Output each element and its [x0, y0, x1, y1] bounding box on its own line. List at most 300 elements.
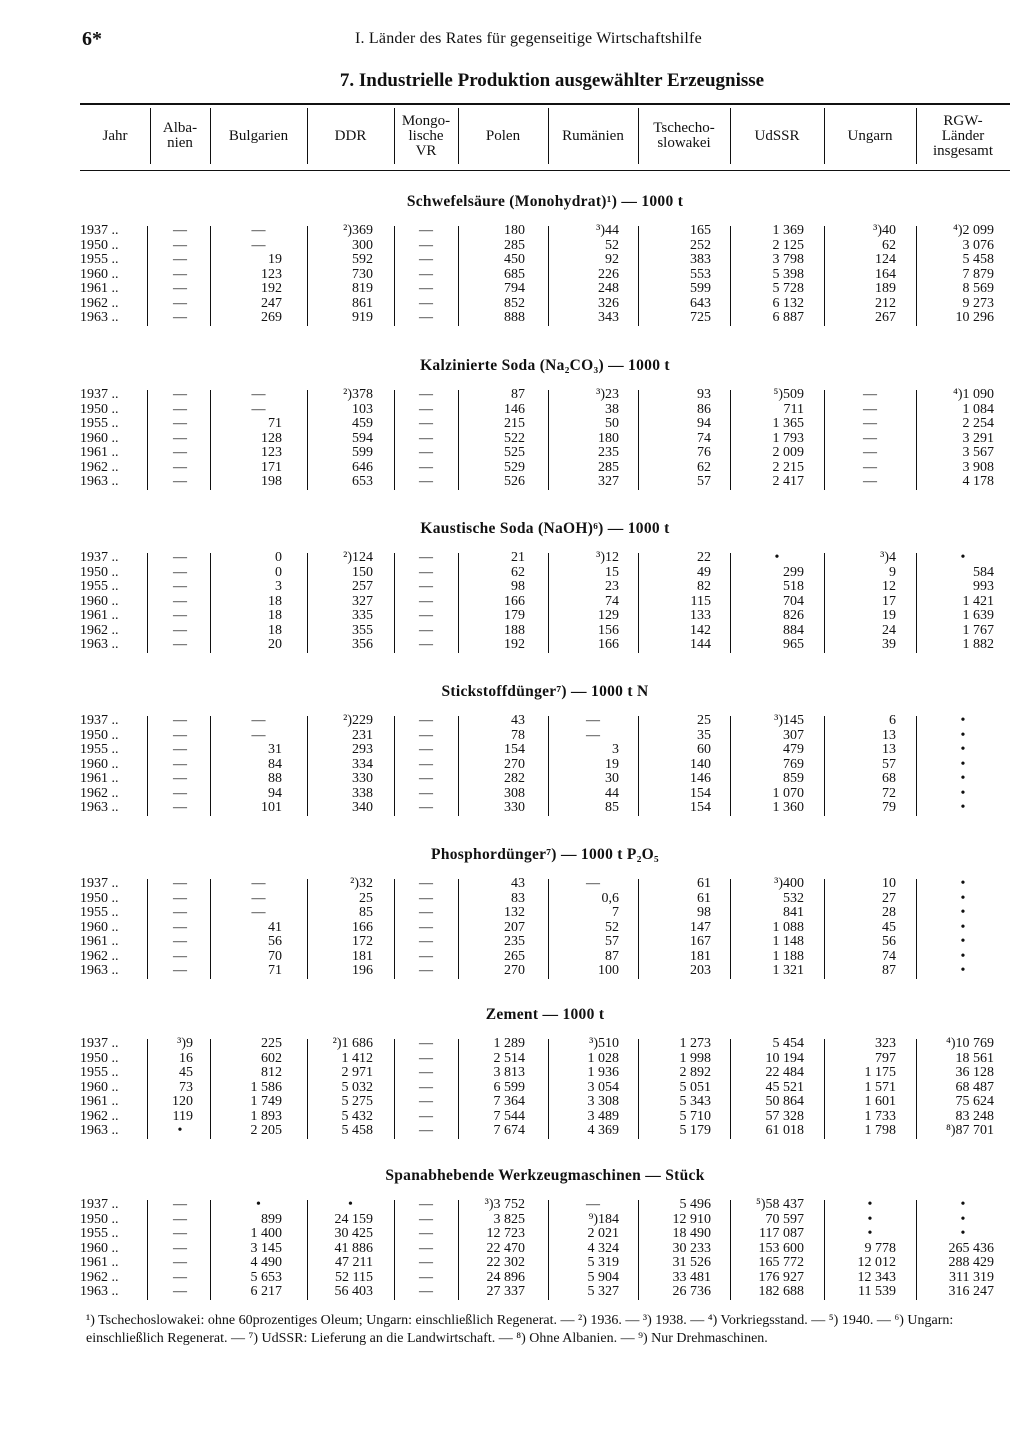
value-cell: —	[251, 727, 266, 743]
header-column-divider	[210, 108, 211, 164]
value-cell: 166	[504, 593, 525, 609]
value-cell: 3 076	[962, 237, 994, 253]
value-cell: 19	[605, 756, 619, 772]
value-cell: 62	[511, 564, 525, 580]
value-cell: 19	[882, 608, 896, 623]
value-cell: 2 417	[772, 474, 804, 489]
value-cell: —	[419, 550, 433, 565]
table-row	[80, 1271, 1010, 1286]
value-cell: 45	[882, 919, 896, 935]
value-cell: 12 012	[857, 1255, 896, 1270]
value-cell: 3 567	[962, 445, 994, 460]
value-cell: 5 653	[250, 1269, 282, 1285]
table-row	[80, 282, 1010, 297]
value-cell: 356	[352, 637, 373, 652]
table-row	[80, 921, 1010, 936]
value-cell: —	[173, 727, 187, 743]
value-cell: —	[173, 785, 187, 801]
year-cell: 1950 ..	[80, 1050, 119, 1066]
value-cell: •	[960, 890, 966, 906]
year-cell: 1955 ..	[80, 252, 119, 267]
value-cell: 1 365	[772, 416, 804, 431]
header-column-divider	[730, 108, 731, 164]
value-cell: 1 088	[772, 919, 804, 935]
value-cell: 5 032	[341, 1079, 373, 1095]
table-row	[80, 461, 1010, 476]
value-cell: 45 521	[765, 1079, 804, 1095]
value-cell: 154	[504, 742, 525, 757]
year-cell: 1960 ..	[80, 1079, 119, 1095]
value-cell: 311 319	[949, 1269, 994, 1285]
value-cell: —	[419, 1108, 433, 1124]
value-cell: 18	[268, 622, 282, 638]
value-cell: 45	[179, 1065, 193, 1080]
value-cell: 330	[504, 800, 525, 815]
year-cell: 1950 ..	[80, 401, 119, 417]
value-cell: —	[173, 564, 187, 580]
value-cell: —	[173, 905, 187, 920]
year-cell: 1963 ..	[80, 474, 119, 489]
value-cell: 13	[882, 742, 896, 757]
value-cell: —	[419, 919, 433, 935]
value-cell: 87	[511, 387, 525, 402]
value-cell: 1 893	[250, 1108, 282, 1124]
value-cell: ³)23	[596, 387, 619, 402]
value-cell: 17	[882, 593, 896, 609]
value-cell: 3 308	[587, 1094, 619, 1109]
table-row	[80, 475, 1010, 490]
value-cell: 56 403	[334, 1284, 373, 1299]
value-cell: —	[173, 445, 187, 460]
value-cell: 267	[875, 310, 896, 325]
value-cell: 711	[783, 401, 804, 417]
value-cell: —	[173, 430, 187, 446]
value-cell: 265 436	[948, 1240, 994, 1256]
value-cell: 5 398	[772, 266, 804, 282]
value-cell: —	[586, 727, 600, 743]
table-row	[80, 964, 1010, 979]
year-cell: 1955 ..	[80, 905, 119, 920]
column-header: Jahr	[102, 127, 128, 144]
value-cell: ³)44	[596, 223, 619, 238]
value-cell: 884	[783, 622, 804, 638]
value-cell: 146	[690, 771, 711, 786]
value-cell: 124	[875, 252, 896, 267]
value-cell: —	[173, 963, 187, 978]
value-cell: 1 601	[864, 1094, 896, 1109]
year-cell: 1961 ..	[80, 1255, 119, 1270]
value-cell: 300	[352, 237, 373, 253]
value-cell: 826	[783, 608, 804, 623]
value-cell: —	[419, 401, 433, 417]
value-cell: 38	[605, 401, 619, 417]
value-cell: —	[419, 1211, 433, 1227]
value-cell: •	[960, 713, 966, 728]
value-cell: 1 733	[864, 1108, 896, 1124]
value-cell: 450	[504, 252, 525, 267]
column-header: Alba- nien	[162, 120, 198, 151]
section-block	[80, 551, 1010, 655]
value-cell: —	[863, 430, 877, 446]
value-cell: ²)1 686	[332, 1036, 373, 1051]
value-cell: 171	[261, 459, 282, 475]
value-cell: —	[173, 252, 187, 267]
header-bottom-rule	[80, 170, 1010, 171]
value-cell: ²)378	[343, 387, 373, 402]
value-cell: —	[173, 934, 187, 949]
value-cell: •	[256, 1197, 261, 1212]
year-cell: 1960 ..	[80, 266, 119, 282]
value-cell: 323	[875, 1036, 896, 1051]
column-header: Polen	[485, 127, 521, 144]
value-cell: 525	[504, 445, 525, 460]
value-cell: 180	[504, 223, 525, 238]
table-row	[80, 892, 1010, 907]
value-cell: —	[251, 387, 266, 402]
value-cell: 1 070	[772, 785, 804, 801]
value-cell: 13	[882, 727, 896, 743]
value-cell: 338	[352, 785, 373, 801]
value-cell: —	[173, 800, 187, 815]
value-cell: 9	[889, 564, 896, 580]
value-cell: 343	[598, 310, 619, 325]
value-cell: ³)4	[880, 550, 896, 565]
value-cell: 0	[275, 550, 282, 565]
table-row	[80, 950, 1010, 965]
value-cell: •	[177, 1123, 183, 1138]
value-cell: 2 215	[772, 459, 804, 475]
value-cell: 299	[783, 564, 804, 580]
value-cell: 79	[882, 800, 896, 815]
value-cell: 39	[882, 637, 896, 652]
table-row	[80, 1110, 1010, 1125]
value-cell: 3 825	[493, 1211, 525, 1227]
value-cell: 57	[882, 756, 896, 772]
value-cell: 2 205	[250, 1123, 282, 1138]
value-cell: 12 723	[486, 1226, 525, 1241]
value-cell: 594	[352, 430, 373, 446]
value-cell: 859	[783, 771, 804, 786]
column-header: DDR	[334, 127, 367, 144]
section-title: Phosphordünger⁷) — 1000 t P₂O₅	[431, 846, 659, 863]
value-cell: 172	[352, 934, 373, 949]
value-cell: 100	[598, 963, 619, 978]
value-cell: —	[419, 727, 433, 743]
value-cell: 189	[875, 281, 896, 296]
column-header: RGW- Länder insgesamt	[933, 112, 993, 159]
value-cell: 819	[352, 281, 373, 296]
year-cell: 1960 ..	[80, 1240, 119, 1256]
value-cell: 88	[268, 771, 282, 786]
value-cell: 269	[261, 310, 282, 325]
value-cell: 75 624	[955, 1094, 994, 1109]
value-cell: 84	[268, 756, 282, 772]
value-cell: 330	[352, 771, 373, 786]
value-cell: —	[173, 1240, 187, 1256]
value-cell: •	[960, 771, 966, 786]
value-cell: —	[863, 445, 877, 460]
year-cell: 1950 ..	[80, 237, 119, 253]
value-cell: 180	[598, 430, 619, 446]
value-cell: 146	[504, 401, 525, 417]
value-cell: —	[419, 445, 433, 460]
value-cell: 841	[783, 905, 804, 920]
value-cell: 98	[511, 579, 525, 594]
value-cell: ³)400	[774, 876, 804, 891]
value-cell: •	[960, 800, 966, 815]
section-block	[80, 1198, 1010, 1302]
value-cell: —	[419, 1269, 433, 1285]
value-cell: 479	[783, 742, 804, 757]
value-cell: —	[419, 237, 433, 253]
table-row	[80, 1081, 1010, 1096]
header-column-divider	[307, 108, 308, 164]
value-cell: —	[419, 1065, 433, 1080]
year-cell: 1963 ..	[80, 800, 119, 815]
value-cell: 1 289	[493, 1036, 525, 1051]
value-cell: —	[173, 1269, 187, 1285]
value-cell: —	[173, 713, 187, 728]
value-cell: 265	[504, 948, 525, 964]
value-cell: 8 569	[962, 281, 994, 296]
value-cell: 4 178	[962, 474, 994, 489]
value-cell: 7 544	[493, 1108, 525, 1124]
value-cell: 181	[352, 948, 373, 964]
value-cell: 899	[261, 1211, 282, 1227]
value-cell: 166	[352, 919, 373, 935]
value-cell: ⁵)58 437	[755, 1197, 804, 1212]
value-cell: 25	[359, 890, 373, 906]
value-cell: 30 233	[672, 1240, 711, 1256]
value-cell: —	[419, 637, 433, 652]
value-cell: 861	[352, 295, 373, 311]
value-cell: —	[419, 310, 433, 325]
value-cell: 20	[268, 637, 282, 652]
value-cell: —	[173, 1255, 187, 1270]
value-cell: ⁴)10 769	[945, 1036, 994, 1051]
table-row	[80, 1037, 1010, 1052]
value-cell: 730	[352, 266, 373, 282]
value-cell: 919	[352, 310, 373, 325]
table-row	[80, 609, 1010, 624]
value-cell: •	[867, 1197, 873, 1212]
value-cell: 769	[783, 756, 804, 772]
value-cell: 316 247	[948, 1284, 994, 1299]
table-row	[80, 714, 1010, 729]
value-cell: 794	[504, 281, 525, 296]
value-cell: —	[586, 876, 600, 891]
year-cell: 1963 ..	[80, 310, 119, 325]
value-cell: —	[419, 1226, 433, 1241]
value-cell: —	[419, 742, 433, 757]
value-cell: —	[173, 281, 187, 296]
value-cell: —	[173, 416, 187, 431]
year-cell: 1962 ..	[80, 1269, 119, 1285]
value-cell: 2 514	[493, 1050, 525, 1066]
year-cell: 1937 ..	[80, 876, 119, 891]
value-cell: 5 454	[772, 1036, 804, 1051]
value-cell: —	[419, 252, 433, 267]
table-row	[80, 877, 1010, 892]
table-row	[80, 446, 1010, 461]
value-cell: 5 051	[679, 1079, 711, 1095]
value-cell: 553	[690, 266, 711, 282]
table-row	[80, 638, 1010, 653]
value-cell: 156	[598, 622, 619, 638]
value-cell: 1 028	[587, 1050, 619, 1066]
value-cell: 5 710	[679, 1108, 711, 1124]
value-cell: 62	[882, 237, 896, 253]
value-cell: ²)124	[343, 550, 373, 565]
value-cell: 52	[605, 919, 619, 935]
value-cell: 653	[352, 474, 373, 489]
value-cell: 198	[261, 474, 282, 489]
header-column-divider	[458, 108, 459, 164]
value-cell: 22 484	[765, 1065, 804, 1080]
value-cell: •	[960, 1211, 966, 1227]
value-cell: 529	[504, 459, 525, 475]
value-cell: 27 337	[486, 1284, 525, 1299]
value-cell: 3 054	[587, 1079, 619, 1095]
value-cell: 270	[504, 756, 525, 772]
value-cell: 704	[783, 593, 804, 609]
value-cell: 22	[697, 550, 711, 565]
table-row	[80, 311, 1010, 326]
value-cell: —	[419, 713, 433, 728]
value-cell: 119	[172, 1108, 193, 1124]
value-cell: 5 343	[679, 1094, 711, 1109]
value-cell: —	[173, 948, 187, 964]
section-block	[80, 1037, 1010, 1141]
value-cell: 225	[261, 1036, 282, 1051]
value-cell: 71	[268, 416, 282, 431]
value-cell: —	[173, 890, 187, 906]
value-cell: 459	[352, 416, 373, 431]
header-column-divider	[150, 108, 151, 164]
value-cell: 19	[268, 252, 282, 267]
year-cell: 1955 ..	[80, 742, 119, 757]
value-cell: 71	[268, 963, 282, 978]
table-row	[80, 1227, 1010, 1242]
value-cell: 140	[690, 756, 711, 772]
table-row	[80, 580, 1010, 595]
value-cell: —	[419, 608, 433, 623]
value-cell: 2 971	[341, 1065, 373, 1080]
table-row	[80, 417, 1010, 432]
value-cell: —	[419, 948, 433, 964]
value-cell: 179	[504, 608, 525, 623]
value-cell: —	[251, 876, 266, 891]
value-cell: 123	[261, 445, 282, 460]
value-cell: 10	[882, 876, 896, 891]
value-cell: ³)9	[177, 1036, 193, 1051]
value-cell: •	[867, 1211, 873, 1227]
value-cell: 87	[605, 948, 619, 964]
year-cell: 1962 ..	[80, 622, 119, 638]
value-cell: 49	[697, 564, 711, 580]
value-cell: 192	[504, 637, 525, 652]
value-cell: 1 998	[679, 1050, 711, 1066]
table-row	[80, 1052, 1010, 1067]
value-cell: —	[419, 474, 433, 489]
value-cell: 196	[352, 963, 373, 978]
value-cell: 94	[268, 785, 282, 801]
value-cell: 57	[697, 474, 711, 489]
value-cell: —	[419, 876, 433, 891]
value-cell: 117 087	[759, 1226, 804, 1241]
value-cell: —	[863, 401, 877, 417]
value-cell: 852	[504, 295, 525, 311]
value-cell: —	[173, 266, 187, 282]
value-cell: —	[419, 1240, 433, 1256]
value-cell: 7 879	[962, 266, 994, 282]
value-cell: 5 458	[962, 252, 994, 267]
value-cell: 44	[605, 785, 619, 801]
value-cell: —	[419, 579, 433, 594]
table-row	[80, 772, 1010, 787]
value-cell: —	[173, 756, 187, 772]
value-cell: 5 327	[587, 1284, 619, 1299]
value-cell: 70 597	[765, 1211, 804, 1227]
value-cell: 3	[612, 742, 619, 757]
value-cell: 888	[504, 310, 525, 325]
value-cell: ³)510	[589, 1036, 619, 1051]
value-cell: 6 217	[250, 1284, 282, 1299]
value-cell: —	[419, 416, 433, 431]
value-cell: 270	[504, 963, 525, 978]
value-cell: 31	[268, 742, 282, 757]
year-cell: 1963 ..	[80, 1284, 119, 1299]
value-cell: —	[419, 387, 433, 402]
value-cell: 56	[882, 934, 896, 949]
value-cell: 142	[690, 622, 711, 638]
value-cell: —	[173, 223, 187, 238]
value-cell: 5 432	[341, 1108, 373, 1124]
page-number: 6*	[82, 28, 102, 50]
value-cell: •	[960, 934, 966, 949]
value-cell: 43	[511, 876, 525, 891]
value-cell: —	[251, 223, 266, 238]
year-cell: 1961 ..	[80, 1094, 119, 1109]
value-cell: 3 291	[962, 430, 994, 446]
value-cell: 1 571	[864, 1079, 896, 1095]
value-cell: 128	[261, 430, 282, 446]
value-cell: 327	[352, 593, 373, 609]
table-row	[80, 388, 1010, 403]
value-cell: 25	[697, 713, 711, 728]
table-row	[80, 239, 1010, 254]
value-cell: 22 470	[486, 1240, 525, 1256]
table-row	[80, 403, 1010, 418]
value-cell: •	[960, 550, 966, 565]
value-cell: 3 908	[962, 459, 994, 475]
value-cell: 115	[690, 593, 711, 609]
value-cell: 165 772	[758, 1255, 804, 1270]
value-cell: ³)40	[873, 223, 896, 238]
value-cell: 1 321	[772, 963, 804, 978]
value-cell: —	[863, 474, 877, 489]
value-cell: 2 254	[962, 416, 994, 431]
value-cell: •	[867, 1226, 873, 1241]
value-cell: ³)145	[774, 713, 804, 728]
year-cell: 1960 ..	[80, 430, 119, 446]
value-cell: 257	[352, 579, 373, 594]
value-cell: —	[419, 622, 433, 638]
value-cell: 181	[690, 948, 711, 964]
value-cell: •	[348, 1197, 353, 1212]
value-cell: 144	[690, 637, 711, 652]
value-cell: 335	[352, 608, 373, 623]
